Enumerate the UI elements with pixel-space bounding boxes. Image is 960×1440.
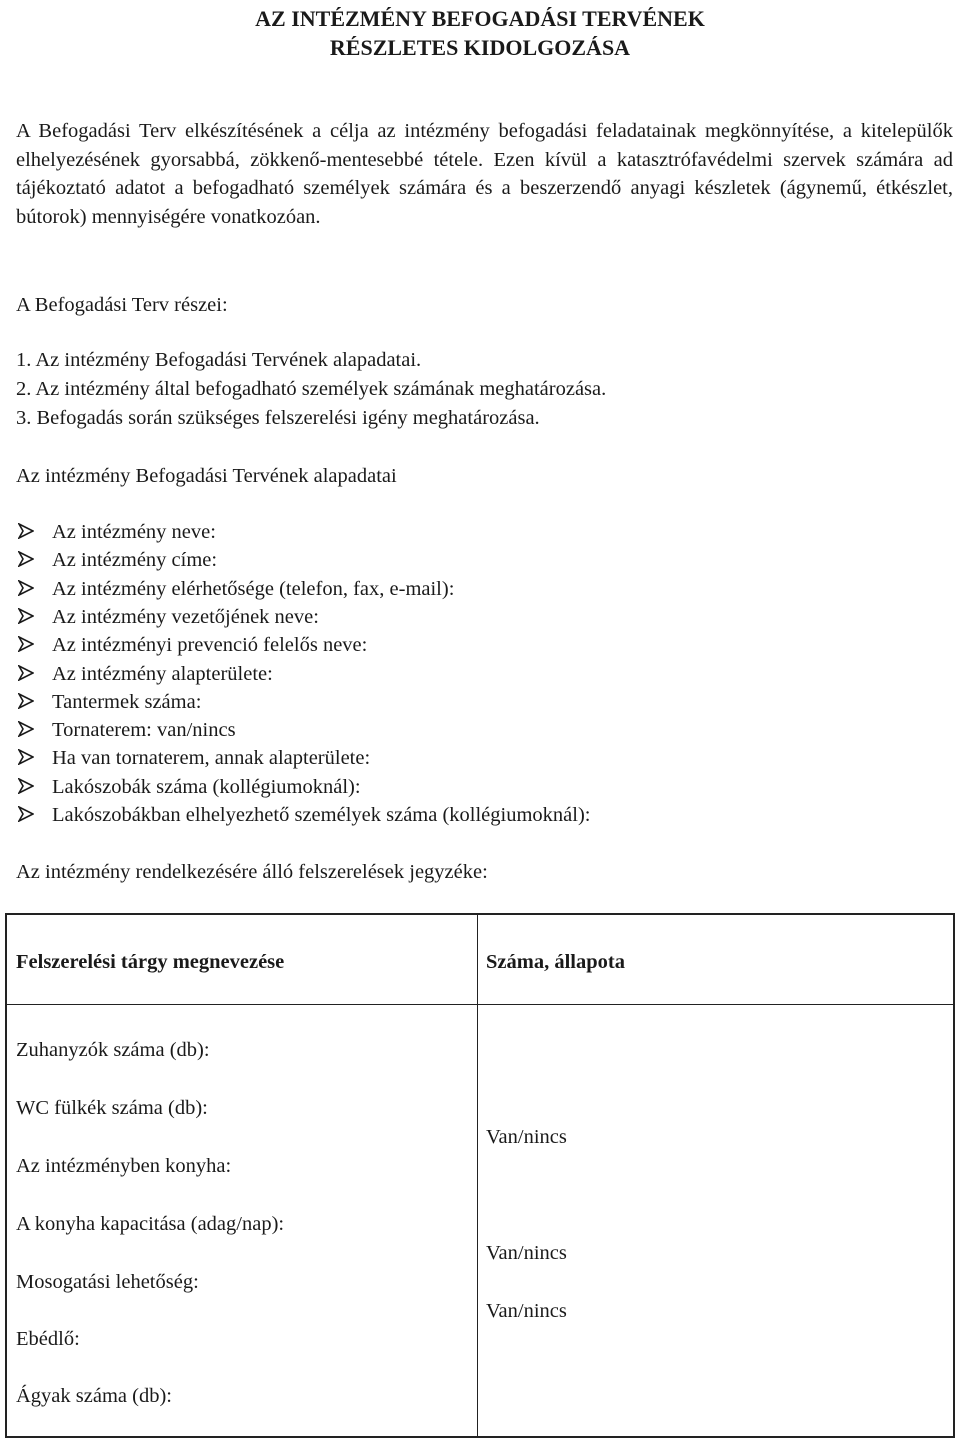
basics-item-label: Az intézményi prevenció felelős neve: <box>52 634 368 657</box>
basics-item <box>18 661 273 687</box>
arrow-bullet-icon <box>18 665 34 681</box>
basics-heading: Az intézmény Befogadási Tervének alapadatai <box>16 465 397 487</box>
basics-item <box>18 632 367 658</box>
item-wc: WC fülkék száma (db): <box>16 1096 208 1119</box>
basics-item-label: Az intézmény címe: <box>52 549 218 572</box>
item-kitchen: Az intézményben konyha: <box>16 1154 232 1177</box>
basics-item-label: Az intézmény vezetőjének neve: <box>52 605 319 628</box>
item-dining: Ebédlő: <box>16 1327 80 1350</box>
arrow-bullet-icon <box>18 523 34 539</box>
basics-item-label: Lakószobákban elhelyezhető személyek száma (kollégiumoknál): <box>52 804 591 826</box>
basics-item <box>18 802 591 828</box>
basics-item-label: Tornaterem: van/nincs <box>52 719 236 742</box>
basics-item <box>18 519 216 545</box>
arrow-bullet-icon <box>18 806 34 822</box>
value-kitchen: Van/nincs <box>486 1125 567 1148</box>
title-line-2: RÉSZLETES KIDOLGOZÁSA <box>329 35 631 60</box>
value-washing: Van/nincs <box>486 1241 567 1264</box>
basics-item-label: Az intézmény neve: <box>52 521 216 543</box>
intro-paragraph: A Befogadási Terv elkészítésének a célja az intézmény befogadási feladatainak megkönnyítése, a kitelepülők elhelyezésének gyorsabbá, zökkenő-mentesebbé tétele. Ezen kívül a katasztrófavédelmi szervek számára ad tájékoztató adatot a befogadható személyek számára és a beszerzendő anyagi készletek (ágynemű, étkészlet, bútorok) mennyiségére vonatkozóan. <box>16 120 953 228</box>
basics-item <box>18 689 201 715</box>
value-dining: Van/nincs <box>486 1299 567 1322</box>
arrow-bullet-icon <box>18 721 34 737</box>
item-washing: Mosogatási lehetőség: <box>16 1270 199 1293</box>
arrow-bullet-icon <box>18 749 34 765</box>
document-title <box>0 4 960 62</box>
table-values-cell <box>478 1004 955 1437</box>
basics-item-label: Lakószobák száma (kollégiumoknál): <box>52 775 361 798</box>
basics-item-label: Tantermek száma: <box>52 690 202 713</box>
basics-item <box>18 745 370 771</box>
arrow-bullet-icon <box>18 778 34 794</box>
basics-item <box>18 774 361 800</box>
basics-item-label: Az intézmény elérhetősége (telefon, fax, e-mail): <box>52 577 455 600</box>
parts-item-3: 3. Befogadás során szükséges felszerelési igény meghatározása. <box>16 407 540 429</box>
basics-item-label: Az intézmény alapterülete: <box>52 662 273 685</box>
table-items-cell <box>6 1004 478 1437</box>
arrow-bullet-icon <box>18 608 34 624</box>
col1-header: Felszerelési tárgy megnevezése <box>16 951 285 973</box>
arrow-bullet-icon <box>18 551 34 567</box>
basics-item <box>18 717 236 743</box>
title-line-1: AZ INTÉZMÉNY BEFOGADÁSI TERVÉNEK <box>255 6 705 31</box>
col2-header: Száma, állapota <box>486 951 625 973</box>
item-showers: Zuhanyzók száma (db): <box>16 1038 210 1061</box>
equipment-heading: Az intézmény rendelkezésére álló felszerelések jegyzéke: <box>16 861 488 883</box>
basics-item-label: Ha van tornaterem, annak alapterülete: <box>52 747 371 770</box>
arrow-bullet-icon <box>18 580 34 596</box>
parts-item-1: 1. Az intézmény Befogadási Tervének alapadatai. <box>16 349 422 371</box>
parts-item-2: 2. Az intézmény által befogadható személyek számának meghatározása. <box>16 378 607 400</box>
item-kitchen-capacity: A konyha kapacitása (adag/nap): <box>16 1212 285 1235</box>
equipment-table <box>5 913 955 1438</box>
basics-item <box>18 576 454 602</box>
basics-item <box>18 547 217 573</box>
basics-item <box>18 604 319 630</box>
item-beds: Ágyak száma (db): <box>16 1384 172 1407</box>
parts-heading: A Befogadási Terv részei: <box>16 294 228 316</box>
arrow-bullet-icon <box>18 636 34 652</box>
table-header-cell <box>6 914 478 1004</box>
arrow-bullet-icon <box>18 693 34 709</box>
table-header-cell <box>478 914 955 1004</box>
